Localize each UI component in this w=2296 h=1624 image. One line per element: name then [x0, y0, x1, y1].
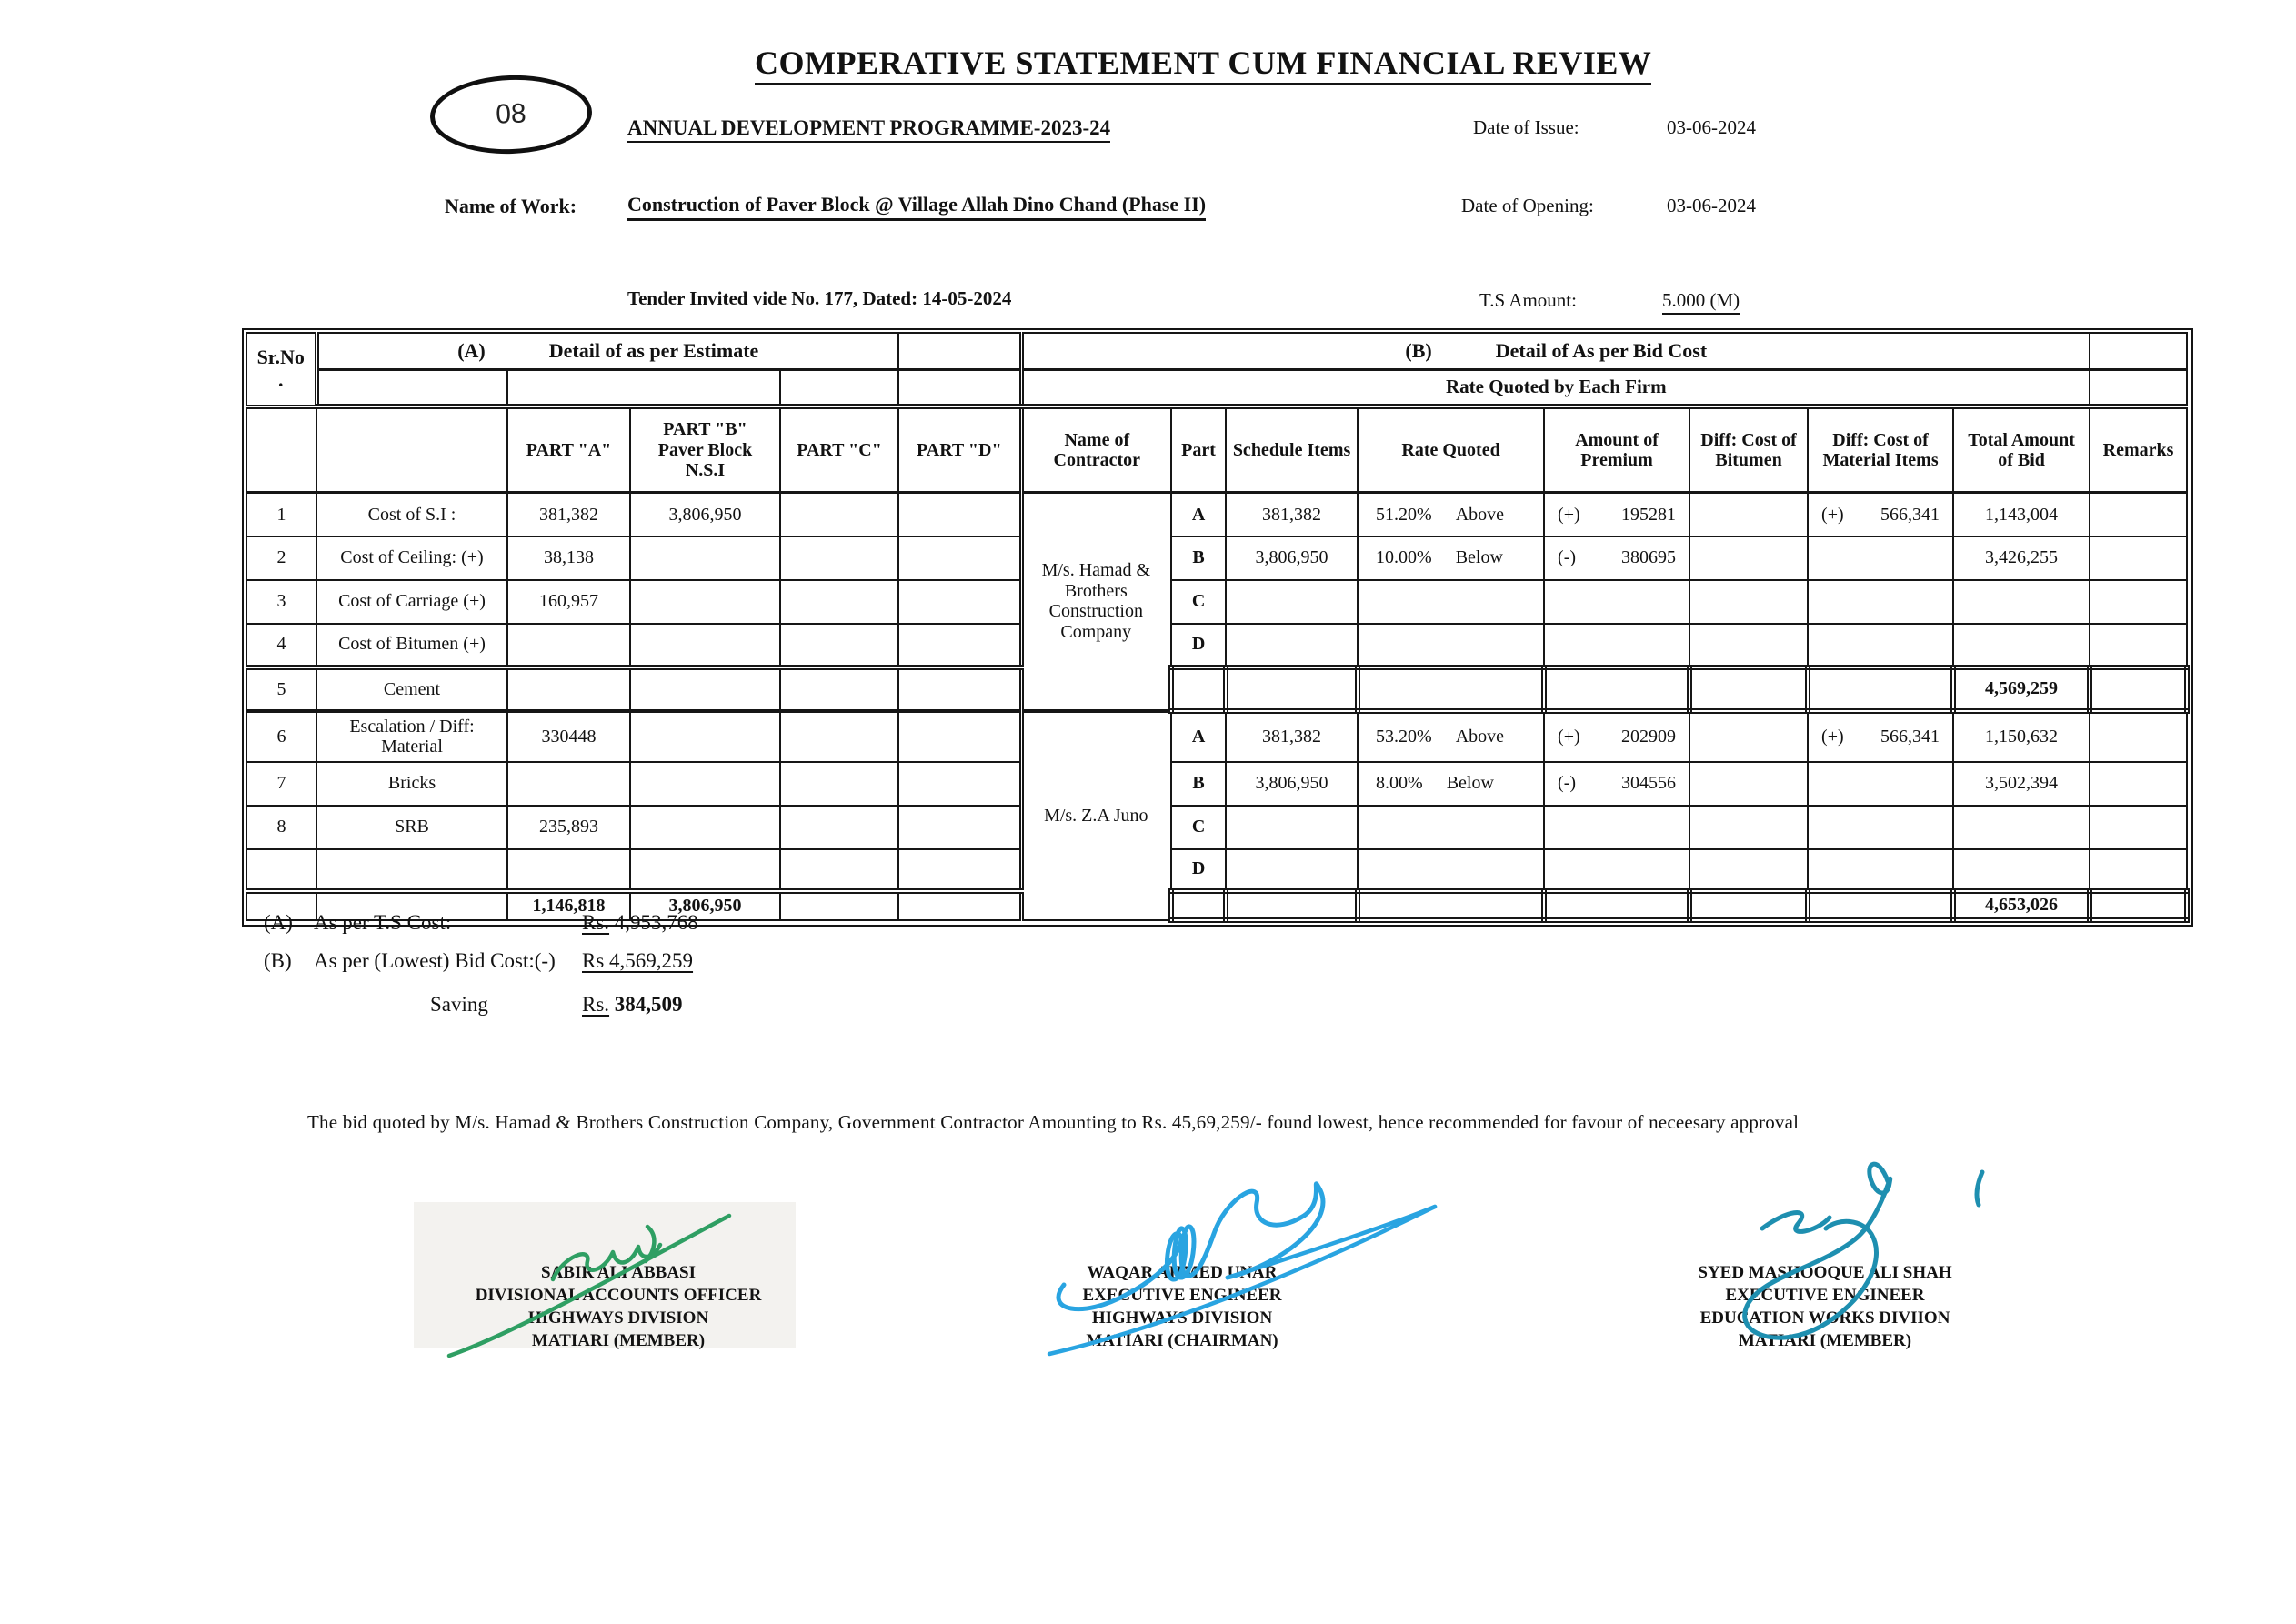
page-title: COMPERATIVE STATEMENT CUM FINANCIAL REVIEW — [755, 45, 1651, 85]
section-a-tag: (A) — [457, 338, 486, 362]
r5-premium — [1544, 667, 1689, 711]
r9-sr — [246, 849, 316, 891]
row-7 — [246, 762, 2187, 806]
sig3-stroke-scribble — [1762, 1213, 1830, 1232]
r7-item: Bricks — [316, 762, 507, 806]
h3-empty-item — [316, 406, 507, 493]
r5-part-c — [780, 667, 898, 711]
r3-part-b — [630, 580, 780, 624]
h3-empty-sr — [246, 406, 316, 493]
r1-part-c — [780, 493, 898, 536]
section-a-title: Detail of as per Estimate — [548, 338, 759, 362]
r8-rate — [1358, 806, 1544, 849]
r1-rate-pct: 51.20% — [1376, 504, 1432, 525]
summary-a-label: (A) — [264, 911, 293, 934]
date-of-opening-value: 03-06-2024 — [1667, 195, 1756, 216]
contractor-2: M/s. Z.A Juno — [1021, 711, 1171, 920]
programme-line: ANNUAL DEVELOPMENT PROGRAMME-2023-24 — [627, 116, 1110, 143]
r7-schedule: 3,806,950 — [1226, 762, 1358, 806]
summary-b-text: As per (Lowest) Bid Cost:(-) — [314, 949, 556, 972]
r8-total — [1953, 806, 2090, 849]
tender-line: Tender Invited vide No. 177, Dated: 14-05-2024 — [627, 287, 1012, 309]
r2-part-a: 38,138 — [507, 536, 630, 580]
rt-part-d — [898, 891, 1021, 920]
header-row-columns — [246, 406, 2187, 493]
col-bitumen: Diff: Cost of Bitumen — [1689, 406, 1808, 493]
r7-remarks — [2090, 762, 2187, 806]
stamp-ellipse — [429, 73, 594, 156]
sig3-role: MATIARI (MEMBER) — [1738, 1331, 1912, 1350]
r8-premium — [1544, 806, 1689, 849]
r2-part-c — [780, 536, 898, 580]
col-material: Diff: Cost of Material Items — [1808, 406, 1953, 493]
r6-rate-dir: Above — [1455, 727, 1505, 747]
contractor-1: M/s. Hamad & Brothers Construction Company — [1021, 493, 1171, 711]
r5-total: 4,569,259 — [1953, 667, 2090, 711]
r5-part-b — [630, 667, 780, 711]
rt-rate — [1358, 891, 1544, 920]
r2-remarks — [2090, 536, 2187, 580]
r5-part-a — [507, 667, 630, 711]
sig1-stroke-diagonal — [449, 1216, 729, 1356]
col-part-b-line3: N.S.I — [685, 460, 726, 481]
comparative-table-frame — [242, 328, 2193, 927]
r9-premium — [1544, 849, 1689, 891]
col-part-b — [630, 406, 780, 493]
r2-sr: 2 — [246, 536, 316, 580]
sig3-name: SYED MASHOOQUE ALI SHAH — [1698, 1263, 1952, 1282]
r3-material — [1808, 580, 1953, 624]
recommendation-text: The bid quoted by M/s. Hamad & Brothers Construction Company, Government Contractor Amounting to Rs. 45,69,259/- found lowest, hence recommended for favour of neceesary approval — [307, 1111, 1800, 1133]
rt-premium — [1544, 891, 1689, 920]
r9-material — [1808, 849, 1953, 891]
r7-part-a — [507, 762, 630, 806]
r1-material — [1808, 493, 1953, 536]
r5-rate — [1358, 667, 1544, 711]
r4-part-b — [630, 624, 780, 667]
date-of-issue-label: Date of Issue: — [1473, 116, 1579, 138]
r7-part-b — [630, 762, 780, 806]
row-6 — [246, 711, 2187, 762]
r5-remarks — [2090, 667, 2187, 711]
col-premium: Amount of Premium — [1544, 406, 1689, 493]
rt-bitumen — [1689, 891, 1808, 920]
summary-line-b — [264, 949, 693, 973]
r5-part — [1171, 667, 1226, 711]
r3-premium — [1544, 580, 1689, 624]
r6-material — [1808, 711, 1953, 762]
rate-quoted-banner: Rate Quoted by Each Firm — [1021, 370, 2090, 407]
row-9 — [246, 849, 2187, 891]
section-b-title: Detail of As per Bid Cost — [1495, 338, 1708, 362]
r9-part-c — [780, 849, 898, 891]
r1-part-d — [898, 493, 1021, 536]
row-8 — [246, 806, 2187, 849]
r8-sr: 8 — [246, 806, 316, 849]
r2-premium — [1544, 536, 1689, 580]
h2-empty-ab — [507, 370, 780, 407]
signature-ink-1 — [436, 1196, 746, 1364]
r6-rate-pct: 53.20% — [1376, 727, 1432, 747]
srno-label: Sr.No — [256, 346, 305, 369]
r1-remarks — [2090, 493, 2187, 536]
r7-prem-sign: (-) — [1558, 773, 1577, 794]
r4-part: D — [1171, 624, 1226, 667]
name-of-work-label: Name of Work: — [445, 195, 577, 217]
section-gap-cell — [898, 333, 1021, 370]
r3-sr: 3 — [246, 580, 316, 624]
remarks-gap-cell — [2090, 333, 2187, 370]
signature-ink-3 — [1709, 1141, 2010, 1355]
r2-prem-sign: (-) — [1558, 547, 1577, 568]
r1-bitumen — [1689, 493, 1808, 536]
r7-prem-val: 304556 — [1621, 773, 1677, 794]
r4-part-c — [780, 624, 898, 667]
r3-part-a: 160,957 — [507, 580, 630, 624]
r4-part-d — [898, 624, 1021, 667]
comparative-table — [246, 332, 2190, 923]
col-contractor: Name of Contractor — [1021, 406, 1171, 493]
r5-material — [1808, 667, 1953, 711]
r9-item — [316, 849, 507, 891]
summary-a-rs: Rs. — [582, 911, 610, 934]
r7-premium — [1544, 762, 1689, 806]
r8-part: C — [1171, 806, 1226, 849]
summary-line-saving — [264, 993, 683, 1017]
r7-part-c — [780, 762, 898, 806]
h2-empty-desc — [316, 370, 507, 407]
section-b-tag: (B) — [1405, 338, 1432, 362]
sig3-stroke-tick — [1977, 1172, 1982, 1205]
r2-prem-val: 380695 — [1621, 547, 1677, 568]
rt-remarks — [2090, 891, 2187, 920]
rt-part-a-total: 1,146,818 — [507, 891, 630, 920]
r8-material — [1808, 806, 1953, 849]
r7-total: 3,502,394 — [1953, 762, 2090, 806]
r7-sr: 7 — [246, 762, 316, 806]
sig2-stroke-main — [1058, 1184, 1323, 1309]
h2-empty-d — [898, 370, 1021, 407]
r1-prem-sign: (+) — [1558, 504, 1580, 525]
rt-total: 4,653,026 — [1953, 891, 2090, 920]
r9-part-a — [507, 849, 630, 891]
r6-schedule: 381,382 — [1226, 711, 1358, 762]
r7-rate — [1358, 762, 1544, 806]
r8-bitumen — [1689, 806, 1808, 849]
r6-part-d — [898, 711, 1021, 762]
rt-part — [1171, 891, 1226, 920]
r9-remarks — [2090, 849, 2187, 891]
name-of-work-value: Construction of Paver Block @ Village Allah Dino Chand (Phase II) — [627, 193, 1206, 221]
r4-part-a — [507, 624, 630, 667]
col-schedule: Schedule Items — [1226, 406, 1358, 493]
stamp-number: 08 — [495, 98, 527, 130]
sig1-role: MATIARI (MEMBER) — [531, 1331, 706, 1350]
r7-part: B — [1171, 762, 1226, 806]
r4-rate — [1358, 624, 1544, 667]
section-a-header — [316, 333, 898, 370]
r1-rate — [1358, 493, 1544, 536]
r6-part: A — [1171, 711, 1226, 762]
rt-part-c — [780, 891, 898, 920]
r7-material — [1808, 762, 1953, 806]
r6-item: Escalation / Diff: Material — [316, 711, 507, 762]
r3-rate — [1358, 580, 1544, 624]
r2-rate — [1358, 536, 1544, 580]
r6-sr: 6 — [246, 711, 316, 762]
r1-part-a: 381,382 — [507, 493, 630, 536]
r1-mat-sign: (+) — [1821, 504, 1844, 525]
r3-part: C — [1171, 580, 1226, 624]
r4-bitumen — [1689, 624, 1808, 667]
r2-schedule: 3,806,950 — [1226, 536, 1358, 580]
r6-part-b — [630, 711, 780, 762]
r8-part-d — [898, 806, 1021, 849]
r6-part-c — [780, 711, 898, 762]
r6-bitumen — [1689, 711, 1808, 762]
r6-part-a: 330448 — [507, 711, 630, 762]
col-rate: Rate Quoted — [1358, 406, 1544, 493]
r8-item: SRB — [316, 806, 507, 849]
rt-part-b-total: 3,806,950 — [630, 891, 780, 920]
col-part-d: PART "D" — [898, 406, 1021, 493]
col-remarks: Remarks — [2090, 406, 2187, 493]
r6-rate — [1358, 711, 1544, 762]
r2-part-d — [898, 536, 1021, 580]
summary-line-a — [264, 911, 698, 935]
r9-part: D — [1171, 849, 1226, 891]
r4-premium — [1544, 624, 1689, 667]
date-of-opening-label: Date of Opening: — [1461, 195, 1594, 216]
summary-a-text: As per T.S Cost: — [314, 911, 452, 934]
r2-rate-dir: Below — [1455, 547, 1503, 568]
r3-schedule — [1226, 580, 1358, 624]
row-5-firm1-total — [246, 667, 2187, 711]
r1-prem-val: 195281 — [1621, 504, 1677, 525]
sig1-title: DIVISIONAL ACCOUNTS OFFICER — [475, 1286, 762, 1305]
r4-sr: 4 — [246, 624, 316, 667]
r2-total: 3,426,255 — [1953, 536, 2090, 580]
r5-sr: 5 — [246, 667, 316, 711]
summary-b-label: (B) — [264, 949, 292, 972]
section-b-header — [1021, 333, 2090, 370]
r1-sr: 1 — [246, 493, 316, 536]
summary-b-value: Rs 4,569,259 — [582, 949, 694, 972]
r1-part-b: 3,806,950 — [630, 493, 780, 536]
col-part-b-line2: Paver Block — [657, 439, 753, 460]
col-total: Total Amount of Bid — [1953, 406, 2090, 493]
r2-rate-pct: 10.00% — [1376, 547, 1432, 568]
sig2-name: WAQAR AHMED UNAR — [1087, 1263, 1278, 1282]
r6-mat-val: 566,341 — [1880, 727, 1940, 747]
r7-part-d — [898, 762, 1021, 806]
r6-premium — [1544, 711, 1689, 762]
r9-rate — [1358, 849, 1544, 891]
col-part: Part — [1171, 406, 1226, 493]
r2-material — [1808, 536, 1953, 580]
r4-material — [1808, 624, 1953, 667]
h2-empty-remarks — [2090, 370, 2187, 407]
r1-total: 1,143,004 — [1953, 493, 2090, 536]
date-of-issue-value: 03-06-2024 — [1667, 116, 1756, 138]
sig1-division: HIGHWAYS DIVISION — [527, 1308, 709, 1328]
title-wrap — [755, 44, 1652, 82]
r2-part: B — [1171, 536, 1226, 580]
signature-ink-2 — [1037, 1150, 1446, 1359]
r4-item: Cost of Bitumen (+) — [316, 624, 507, 667]
sig3-title: EXECUTIVE ENGINEER — [1725, 1286, 1925, 1305]
srno-header-cell — [246, 333, 316, 406]
col-part-c: PART "C" — [780, 406, 898, 493]
r2-bitumen — [1689, 536, 1808, 580]
r4-total — [1953, 624, 2090, 667]
col-part-b-line1: PART "B" — [663, 419, 747, 440]
r8-part-b — [630, 806, 780, 849]
header-row-banner — [246, 370, 2187, 407]
r3-bitumen — [1689, 580, 1808, 624]
r6-mat-sign: (+) — [1821, 727, 1844, 747]
sig3-division: EDUCATION WORKS DIVIION — [1699, 1308, 1950, 1328]
r1-item: Cost of S.I : — [316, 493, 507, 536]
r1-part: A — [1171, 493, 1226, 536]
r8-remarks — [2090, 806, 2187, 849]
summary-a-value: 4,953,768 — [614, 911, 698, 934]
r8-schedule — [1226, 806, 1358, 849]
r9-bitumen — [1689, 849, 1808, 891]
rt-material — [1808, 891, 1953, 920]
sig3-stroke-main — [1745, 1164, 1890, 1338]
r9-part-d — [898, 849, 1021, 891]
r5-item: Cement — [316, 667, 507, 711]
saving-text: Saving — [430, 993, 488, 1016]
r5-bitumen — [1689, 667, 1808, 711]
saving-rs: Rs. — [582, 993, 610, 1016]
r4-schedule — [1226, 624, 1358, 667]
row-2 — [246, 536, 2187, 580]
sig1-stroke-scribble — [553, 1227, 660, 1279]
rt-schedule — [1226, 891, 1358, 920]
h2-empty-c — [780, 370, 898, 407]
ts-amount-value: 5.000 (M) — [1662, 289, 1740, 315]
r4-remarks — [2090, 624, 2187, 667]
r6-prem-val: 202909 — [1621, 727, 1677, 747]
sig2-division: HIGHWAYS DIVISION — [1091, 1308, 1273, 1328]
r1-rate-dir: Above — [1455, 504, 1505, 525]
r9-schedule — [1226, 849, 1358, 891]
r8-part-c — [780, 806, 898, 849]
sig1-name: SABIR ALI ABBASI — [540, 1263, 697, 1282]
r7-bitumen — [1689, 762, 1808, 806]
r6-total: 1,150,632 — [1953, 711, 2090, 762]
r3-total — [1953, 580, 2090, 624]
r5-part-d — [898, 667, 1021, 711]
r6-prem-sign: (+) — [1558, 727, 1580, 747]
r1-schedule: 381,382 — [1226, 493, 1358, 536]
col-part-a: PART "A" — [507, 406, 630, 493]
row-3 — [246, 580, 2187, 624]
row-4 — [246, 624, 2187, 667]
r6-remarks — [2090, 711, 2187, 762]
r1-premium — [1544, 493, 1689, 536]
r2-item: Cost of Ceiling: (+) — [316, 536, 507, 580]
r3-part-d — [898, 580, 1021, 624]
sig2-role: MATIARI (CHAIRMAN) — [1086, 1331, 1278, 1350]
ts-amount-label: T.S Amount: — [1479, 289, 1577, 311]
r3-item: Cost of Carriage (+) — [316, 580, 507, 624]
sig2-title: EXECUTIVE ENGINEER — [1082, 1286, 1282, 1305]
r7-rate-dir: Below — [1446, 773, 1494, 794]
r3-part-c — [780, 580, 898, 624]
r2-part-b — [630, 536, 780, 580]
r5-schedule — [1226, 667, 1358, 711]
header-row-sections — [246, 333, 2187, 370]
r1-mat-val: 566,341 — [1880, 504, 1940, 525]
r9-part-b — [630, 849, 780, 891]
r9-total — [1953, 849, 2090, 891]
row-1 — [246, 493, 2187, 536]
r3-remarks — [2090, 580, 2187, 624]
r8-part-a: 235,893 — [507, 806, 630, 849]
srno-dot: . — [278, 367, 284, 391]
r7-rate-pct: 8.00% — [1376, 773, 1423, 794]
saving-value: 384,509 — [614, 993, 683, 1016]
